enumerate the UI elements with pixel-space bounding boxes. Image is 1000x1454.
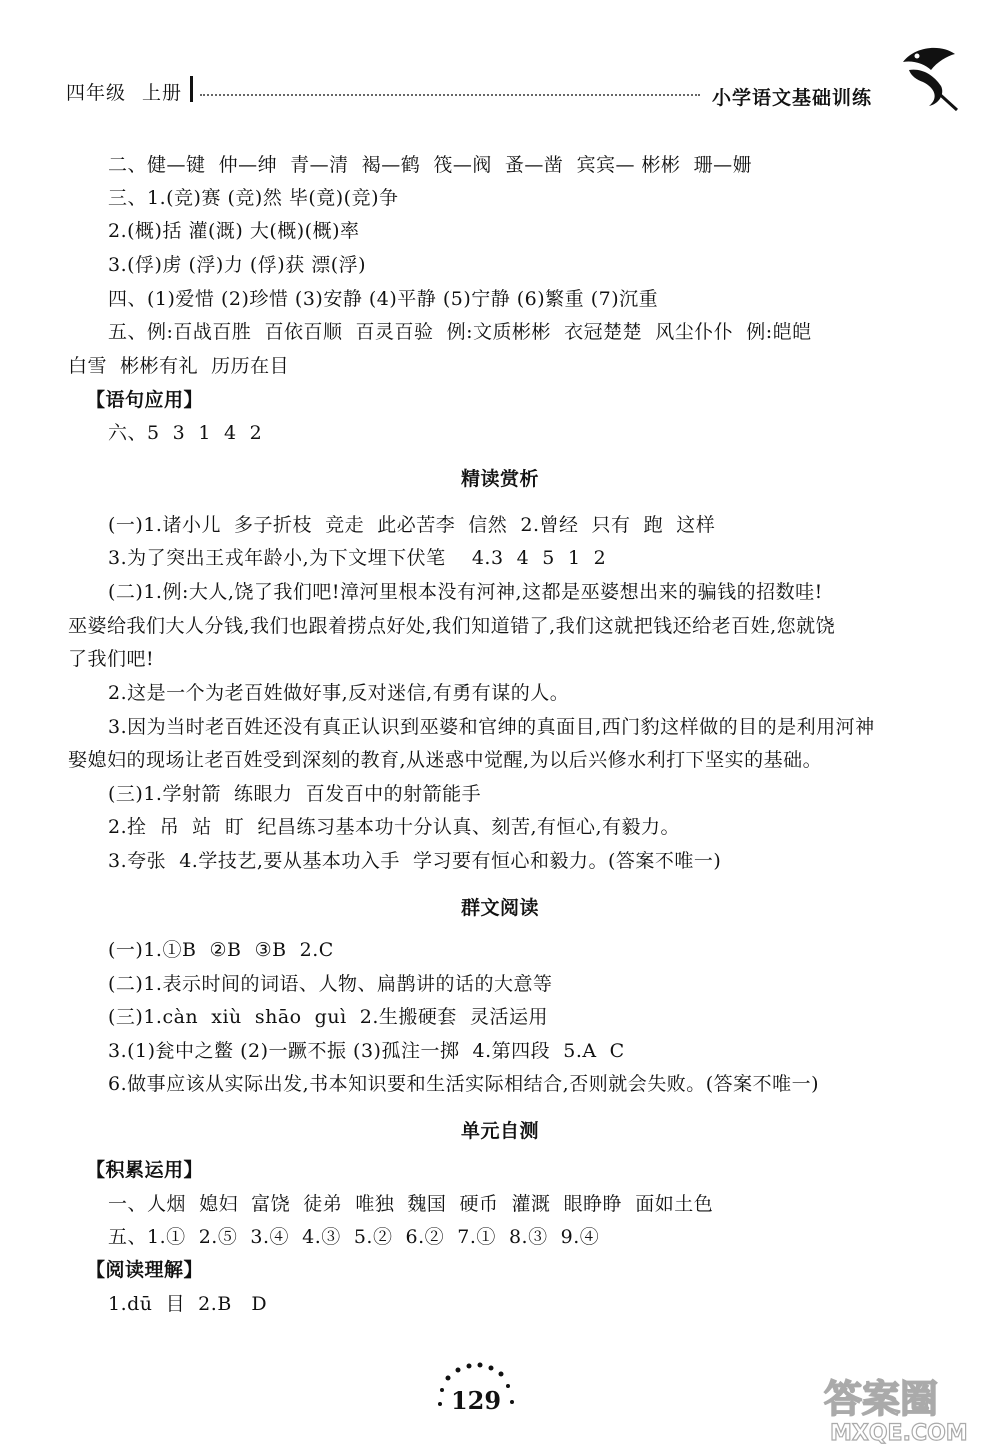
page-number-badge [426, 1356, 526, 1426]
volume-text: 上册 [142, 82, 183, 104]
section-label: 【阅读理解】 [86, 1259, 204, 1281]
answer-line: (三)1.学射箭 练眼力 百发百中的射箭能手 [108, 783, 482, 805]
answer-line: 2.这是一个为老百姓做好事,反对迷信,有勇有谋的人。 [108, 682, 570, 704]
answer-line: (二)1.例:大人,饶了我们吧!漳河里根本没有河神,这都是巫婆想出来的骗钱的招数哇! [108, 581, 823, 603]
answer-line: 一、人烟 媳妇 富饶 徒弟 唯独 魏国 硬币 灌溉 眼睁睁 面如土色 [108, 1193, 714, 1215]
watermark-line1: 答案圈 [824, 1377, 939, 1421]
section-heading: 单元自测 [460, 1120, 539, 1142]
section-label: 【积累运用】 [86, 1159, 204, 1181]
header-dotted-rule [200, 94, 700, 96]
answer-line: 巫婆给我们大人分钱,我们也跟着捞点好处,我们知道错了,我们这就把钱还给老百姓,您就饶 [68, 615, 836, 637]
answer-line: (三)1.càn xiù shāo guì 2.生搬硬套 灵活运用 [108, 1006, 548, 1028]
page-header [0, 0, 1000, 130]
watermark-line2: MXQE.COM [830, 1421, 968, 1446]
answer-line: 3.(俘)虏 (浮)力 (俘)获 漂(浮) [108, 254, 367, 276]
grade-text: 四年级 [66, 82, 127, 104]
section-heading: 群文阅读 [460, 897, 539, 919]
answer-line: 四、(1)爱惜 (2)珍惜 (3)安静 (4)平静 (5)宁静 (6)繁重 (7)沉重 [108, 288, 659, 310]
answer-line: 白雪 彬彬有礼 历历在目 [68, 355, 290, 377]
answer-line: 2.拴 吊 站 盯 纪昌练习基本功十分认真、刻苦,有恒心,有毅力。 [108, 816, 681, 838]
answer-line: 1.dū 目 2.B D [108, 1293, 268, 1315]
answer-line: 五、例:百战百胜 百依百顺 百灵百验 例:文质彬彬 衣冠楚楚 风尘仆仆 例:皑皑 [108, 321, 812, 343]
answer-line: 6.做事应该从实际出发,书本知识要和生活实际相结合,否则就会失败。(答案不唯一) [108, 1073, 820, 1095]
answer-line: 六、5 3 1 4 2 [108, 422, 263, 444]
answer-line: (一)1.①B ②B ③B 2.C [108, 939, 334, 961]
answer-line: 3.因为当时老百姓还没有真正认识到巫婆和官绅的真面目,西门豹这样做的目的是利用河神 [108, 716, 875, 738]
answer-line: 3.为了突出王戎年龄小,为下文埋下伏笔 4.3 4 5 1 2 [108, 547, 607, 569]
book-title: 小学语文基础训练 [712, 87, 873, 109]
answer-line: 娶媳妇的现场让老百姓受到深刻的教育,从迷惑中觉醒,为以后兴修水利打下坚实的基础。 [68, 749, 823, 771]
watermark-logo [818, 1372, 988, 1446]
answer-line: 3.(1)瓮中之鳖 (2)一蹶不振 (3)孤注一掷 4.第四段 5.A C [108, 1040, 625, 1062]
header-divider [190, 76, 193, 102]
grade-label [66, 78, 198, 105]
section-heading: 精读赏析 [460, 468, 539, 490]
answer-line: (一)1.诸小儿 多子折枝 竞走 此必苦李 信然 2.曾经 只有 跑 这样 [108, 514, 716, 536]
answer-line: 3.夸张 4.学技艺,要从基本功入手 学习要有恒心和毅力。(答案不唯一) [108, 850, 722, 872]
answer-line: 二、健—键 仲—绅 青—清 褐—鹤 筏—阀 蚤—凿 宾宾— 彬彬 珊—姗 [108, 154, 753, 176]
answer-line: 了我们吧! [68, 648, 155, 670]
pen-logo-icon [895, 40, 965, 120]
section-label: 【语句应用】 [86, 389, 204, 411]
page-number: 129 [450, 1386, 502, 1415]
answer-line: (二)1.表示时间的词语、人物、扁鹊讲的话的大意等 [108, 973, 553, 995]
answer-line: 三、1.(竞)赛 (竞)然 毕(竟)(竞)争 [108, 187, 399, 209]
answer-line: 2.(概)括 灌(溉) 大(概)(概)率 [108, 220, 360, 242]
answer-line: 五、1.① 2.⑤ 3.④ 4.③ 5.② 6.② 7.① 8.③ 9.④ [108, 1226, 600, 1248]
